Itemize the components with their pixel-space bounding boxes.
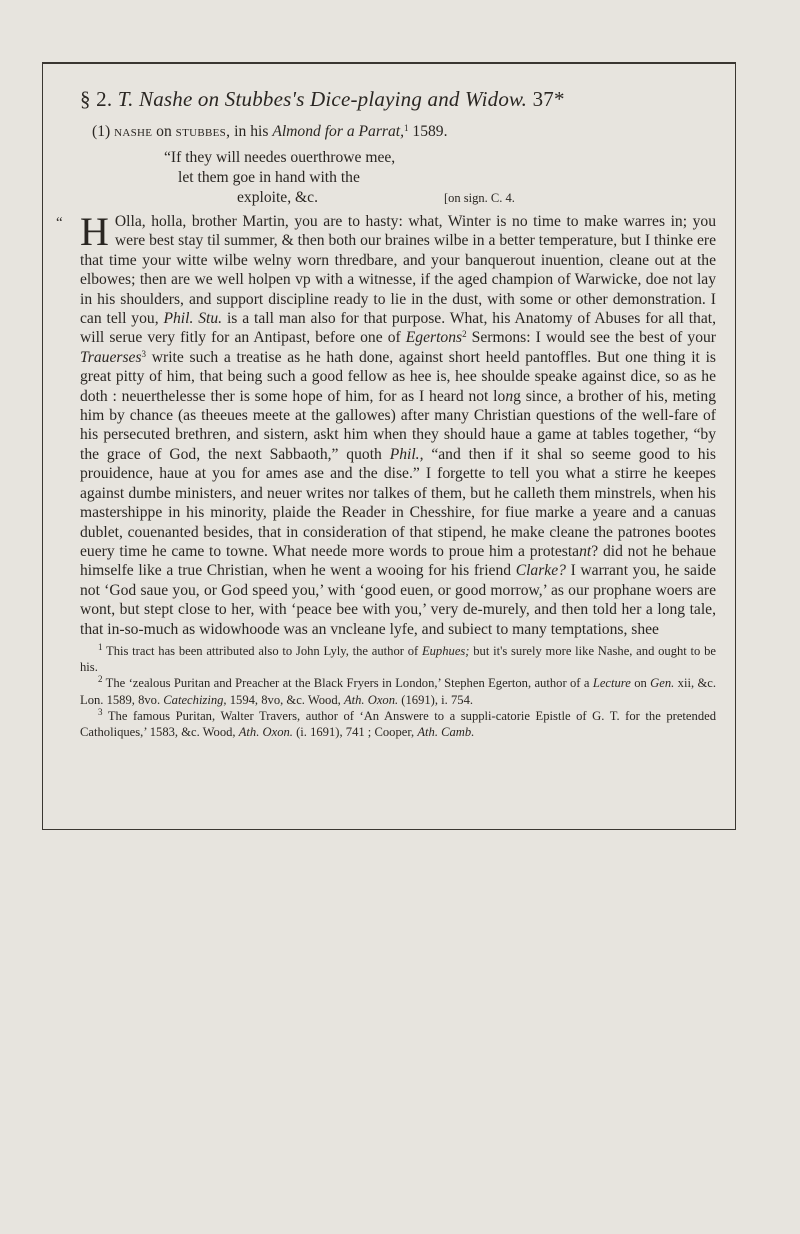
footnote-text: This tract has been attributed also to John Lyly, the author of [102,643,422,658]
name-clarke: Clarke? [515,562,566,580]
name-phil: Phil., [389,445,424,463]
opening-quote: “ [56,215,63,231]
signature-reference: [on sign. C. 4. [444,191,515,205]
footnote-text: on [630,676,651,691]
footnote-number: 1 [98,641,103,652]
running-title: T. Nashe on Stubbes's Dice-playing and Widow. [117,87,528,111]
footnote-title: Ath. Oxon. [238,724,293,739]
page-number: 37* [532,87,565,111]
footnote-text: 1594, 8vo, &c. Wood, [226,692,344,707]
caption-work-title: Almond for a Parrat, [272,123,404,140]
epigraph-line [80,188,716,208]
footnote-number: 2 [98,674,103,685]
name-egertons: Egertons [405,329,463,347]
footnote-2 [80,675,716,707]
footnote-title: Lecture [592,676,631,691]
caption-author: nashe [114,123,153,140]
page-content [56,87,716,740]
caption-on: on [156,123,172,140]
caption-number: (1) [92,123,111,140]
main-text [56,209,716,639]
footnote-title: Ath. Camb. [417,724,475,739]
footnote-text: (i. 1691), 741 ; Cooper, [292,724,418,739]
section-number: § 2. [80,87,113,111]
footnote-text: xii, &c. Lon. 1589, 8vo. [80,676,716,707]
footnote-text: The famous Puritan, Walter Travers, author of ‘An Answere to a suppli-catorie Epistle of G. T. for the pretended Catholiques,’ 1583, &c. Wood, [80,708,716,739]
footnote-3 [80,708,716,740]
text-run: Olla, holla, brother Martin, you are to hasty: what, Winter is no time to make warres in; you were best stay til summer, & then both our braines wilbe in a better temperature, but I thinke ere that time your witte wilbe welny worn thredbare, and your banquerout inuention, cleane out at the elbowes; then are we well holpen vp with a witnesse, if the aged champion of Warwicke, doe not lay in his shoulders, and support discipline ready to lie in the dust, with some or other demonstration. I can tell you, [80,213,716,328]
caption-year: 1589. [412,123,448,140]
epigraph [80,148,716,208]
epigraph-line: “If they will needes ouerthrowe mee, [164,149,396,166]
epigraph-text: exploite, &c. [237,189,318,206]
text-run: write such a treatise as he hath done, against short heeld pantoffles. But one thing it is great pitty of him, that being such a good fellow as hee is, hee shoulde speake against dice, so as he doth : neuerthelesse ther is some hope of him, for as I heard not lo [80,348,716,405]
italic-nt: nt [579,542,592,560]
name-phil-stu: Phil. Stu. [163,310,223,328]
footnote-title: Catechizing, [163,692,227,707]
footnote-text: (1691), i. 754. [398,692,474,707]
epigraph-line: let them goe in hand with the [178,169,360,186]
caption-in-his: in his [234,123,269,140]
name-trauerses: Trauerses [80,348,142,366]
caption-footnote-ref: 1 [404,123,409,133]
text-run: I warrant you, he saide not ‘God saue you, or God speed you,’ with ‘good euen, or good morrow,’ as our prophane woers are wont, but stept close to her, with ‘peace bee with you,’ very de-murely, and then told her a long tale, that in-so-much as widowhoode was an vncleane lyfe, and subiect to many temptations, shee [80,562,716,638]
footnote-text: but it's surely more like Nashe, and ought to be his. [80,643,716,675]
text-run: ? did not he behaue himselfe like a true Christian, when he went a wooing for his friend [80,542,716,580]
footnote-number: 3 [98,706,103,717]
footnotes [80,643,716,740]
footnote-title: Gen. [650,676,675,691]
footnote-ref: 3 [141,348,147,359]
extract-caption [80,122,716,142]
text-run: is a tall man also for that purpose. What, his Anatomy of Abuses for all that, will serue very fitly for an Antipast, before one of [80,310,716,347]
italic-n: n [505,387,514,405]
text-run: g since, a brother of his, meting him by chance (as theeues meete at the gallowes) after many Christian questions of the well-fare of his persecuted brethren, and sistern, askt him when they should haue a game at tables together, “by the grace of God, the next Sabbaoth,” quoth [80,387,716,463]
running-head [80,87,716,112]
text-run: “and then if it shal so seeme good to his prouidence, haue at you for ames ase and the dise.” I forgette to tell you what a stirre he keepes against dumbe ministers, and neuer writes nor talkes of them, but he calleth them minstrels, when his mastershippe in his minority, plaide the Reader in Chesshire, for fiue marke a yeare and a canuas dublet, couenanted besides, that in consideration of that stipend, he make cleane the patrones bootes euery time he came to towne. What neede more words to proue him a protesta [80,445,716,560]
text-run: Sermons: I would see the best of your [466,329,716,347]
footnote-title: Euphues; [421,643,470,658]
footnote-title: Ath. Oxon. [343,692,399,707]
footnote-ref: 2 [462,329,467,340]
drop-cap: H [80,209,109,254]
footnote-1 [80,643,716,675]
caption-subject: stubbes, [175,123,231,140]
footnote-text: The ‘zealous Puritan and Preacher at the Black Fryers in London,’ Stephen Egerton, author of a [102,676,593,691]
